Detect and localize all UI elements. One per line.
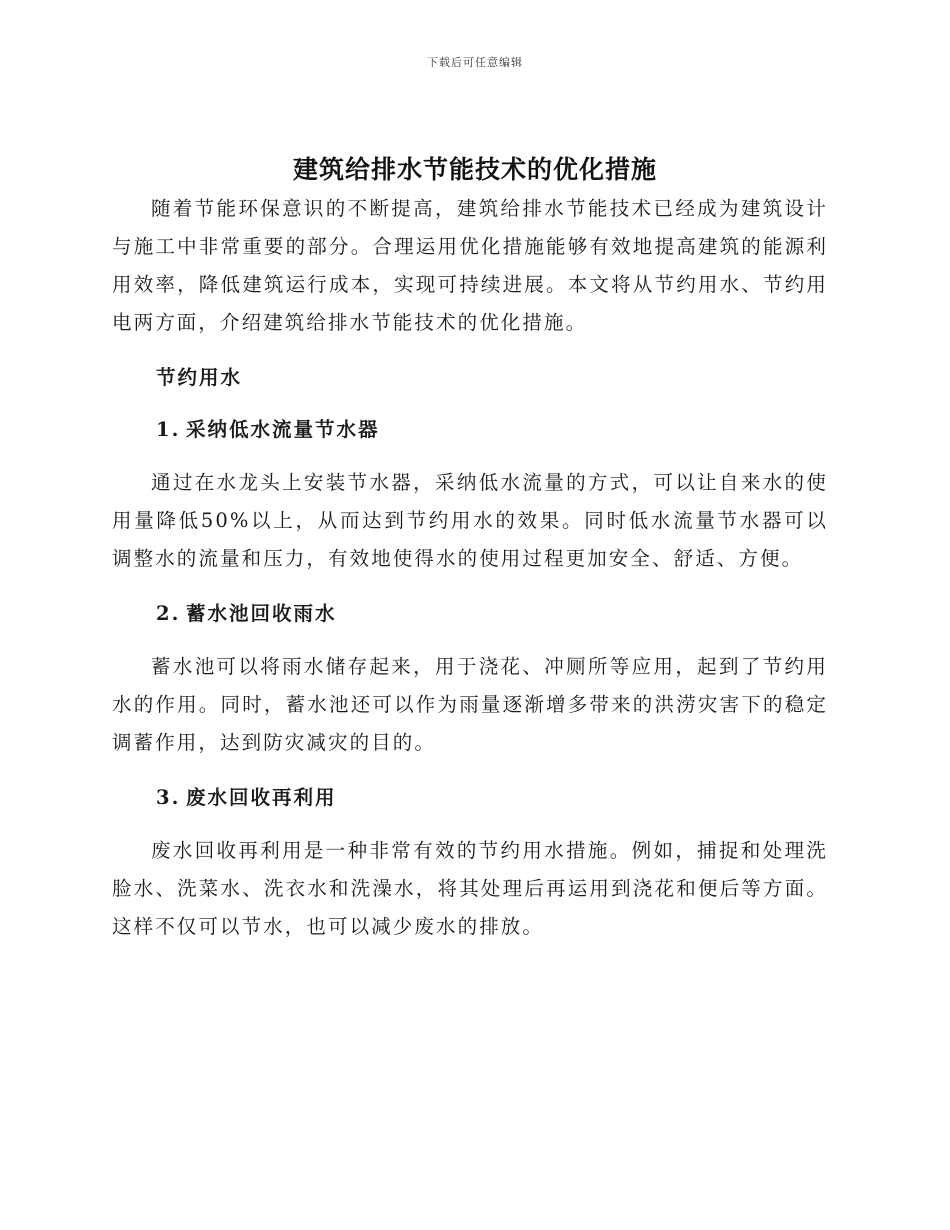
subheading-3-number: 3. xyxy=(156,786,181,809)
section-heading: 节约用水 xyxy=(156,366,243,389)
document-title: 建筑给排水节能技术的优化措施 xyxy=(292,155,657,184)
paragraph-1: 通过在水龙头上安装节水器，采纳低水流量的方式，可以让自来水的使用量降低50%以上，从而达到节约用水的效果。同时低水流量节水器可以调整水的流量和压力，有效地使得水的使用过程更加安全、舒适、方便。 xyxy=(112,471,828,570)
subheading-2-number: 2. xyxy=(156,602,181,625)
header-note: 下载后可任意编辑 xyxy=(427,56,523,69)
subheading-1-number: 1. xyxy=(156,418,181,441)
intro-paragraph: 随着节能环保意识的不断提高，建筑给排水节能技术已经成为建筑设计与施工中非常重要的部分。合理运用优化措施能够有效地提高建筑的能源利用效率，降低建筑运行成本，实现可持续进展。本文将从节约用水、节约用电两方面，介绍建筑给排水节能技术的优化措施。 xyxy=(112,197,828,334)
paragraph-3: 废水回收再利用是一种非常有效的节约用水措施。例如，捕捉和处理洗脸水、洗菜水、洗衣水和洗澡水，将其处理后再运用到浇花和便后等方面。这样不仅可以节水，也可以减少废水的排放。 xyxy=(112,839,828,938)
subheading-1-title: 采纳低水流量节水器 xyxy=(186,418,380,441)
subheading-2-title: 蓄水池回收雨水 xyxy=(186,602,337,625)
subheading-3 xyxy=(112,779,828,817)
subheading-1 xyxy=(112,411,828,449)
subheading-2 xyxy=(112,595,828,633)
subheading-3-title: 废水回收再利用 xyxy=(186,786,337,809)
document-body xyxy=(112,190,828,946)
paragraph-2: 蓄水池可以将雨水储存起来，用于浇花、冲厕所等应用，起到了节约用水的作用。同时，蓄水池还可以作为雨量逐渐增多带来的洪涝灾害下的稳定调蓄作用，达到防灾减灾的目的。 xyxy=(112,655,828,754)
